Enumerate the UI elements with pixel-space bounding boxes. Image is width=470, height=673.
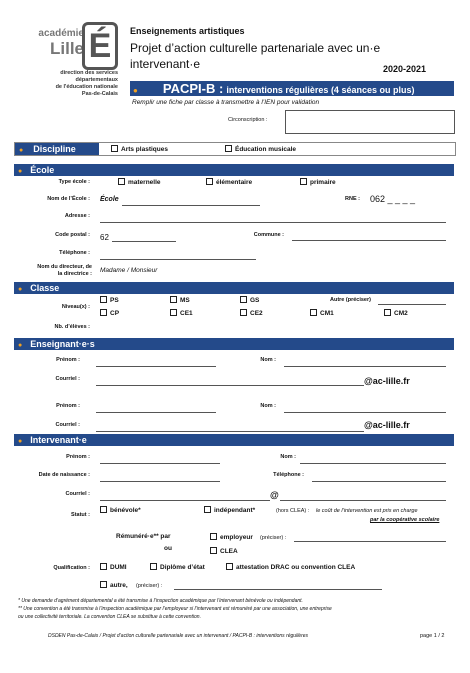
option-cm2[interactable] [384, 309, 408, 317]
option-label: CE1 [180, 310, 193, 317]
option-label: indépendant* [214, 507, 256, 514]
courriel-label: Courriel : [55, 422, 80, 428]
option-diplome-etat[interactable] [150, 563, 205, 571]
nom-field[interactable] [300, 463, 446, 464]
option-ms[interactable] [170, 296, 190, 304]
option-label: CLEA [220, 548, 238, 555]
checkbox-icon [225, 145, 232, 152]
nom-label: Nom : [260, 403, 276, 409]
qualification-label: Qualification : [53, 565, 90, 571]
directeur-value[interactable]: Madame / Monsieur [100, 267, 158, 274]
option-label: DUMI [110, 564, 127, 571]
section-enseignants [14, 338, 454, 350]
bullet-icon: ● [18, 438, 23, 445]
option-clea[interactable] [210, 547, 238, 555]
checkbox-icon [226, 563, 233, 570]
instruction: Remplir une fiche par classe à transmettre à l’IEN pour validation [132, 99, 320, 106]
prenom-label: Prénom : [56, 357, 80, 363]
cout-text: le coût de l’intervention est pris en charge [316, 508, 418, 514]
commune-label: Commune : [253, 232, 284, 238]
bullet-icon: ● [18, 342, 23, 349]
option-arts-plastiques[interactable] [111, 145, 168, 153]
option-primaire[interactable] [300, 178, 336, 186]
code-postal-label: Code postal : [55, 232, 90, 238]
courriel-domain: @ac-lille.fr [364, 376, 410, 386]
courriel-field[interactable] [96, 385, 364, 386]
banner [130, 81, 454, 96]
logo-sub-line: Pas-de-Calais [81, 91, 118, 97]
checkbox-icon [384, 309, 391, 316]
bullet-icon: ● [18, 168, 23, 175]
telephone-label: Téléphone : [59, 250, 90, 256]
section-title: École [30, 165, 55, 175]
rne-label: RNE : [345, 196, 360, 202]
adresse-field[interactable] [100, 222, 446, 223]
banner-title: PACPI-B : [162, 81, 224, 96]
logo-line1: académie [38, 28, 84, 39]
option-employeur[interactable] [210, 533, 253, 541]
nom-label: Nom : [280, 454, 296, 460]
page-title: Projet d’action culturelle partenariale avec un·e intervenant·e [130, 41, 381, 71]
courriel-domain-field[interactable] [280, 500, 446, 501]
at-sign: @ [270, 490, 279, 500]
option-label: attestation DRAC ou convention CLEA [236, 564, 356, 571]
option-ce2[interactable] [240, 309, 263, 317]
nom-field[interactable] [284, 412, 446, 413]
bullet-icon: ● [19, 147, 24, 154]
checkbox-icon [150, 563, 157, 570]
niveau-label: Niveau(x) : [61, 304, 90, 310]
option-label: CP [110, 310, 120, 317]
option-label: Arts plastiques [121, 146, 168, 153]
option-label: bénévole* [110, 507, 141, 514]
option-label: CM2 [394, 310, 408, 317]
checkbox-icon [206, 178, 213, 185]
checkbox-icon [300, 178, 307, 185]
courriel-field[interactable] [96, 431, 364, 432]
autre-preciser: (préciser) : [136, 583, 163, 589]
checkbox-icon [170, 296, 177, 303]
courriel-domain: @ac-lille.fr [364, 420, 410, 430]
circonscription-label: Circonscription : [228, 117, 268, 123]
statut-label: Statut : [71, 512, 90, 518]
option-education-musicale[interactable] [225, 145, 296, 153]
rne-value[interactable]: 062 _ _ _ _ [370, 194, 416, 204]
checkbox-icon [240, 309, 247, 316]
option-maternelle[interactable] [118, 178, 161, 186]
option-benevole[interactable] [100, 506, 141, 514]
logo-sub-line: direction des services [60, 70, 118, 76]
checkbox-icon [111, 145, 118, 152]
courriel-label: Courriel : [65, 491, 90, 497]
note-2: ** Une convention a été transmise à l’inspection académique par l’employeur si l’intervenant est rémunéré par une association, une entreprise [18, 606, 332, 612]
type-ecole-label: Type école : [58, 179, 90, 185]
checkbox-icon [310, 309, 317, 316]
option-label: élémentaire [216, 179, 253, 186]
naissance-label: Date de naissance : [38, 472, 90, 478]
checkbox-icon [210, 547, 217, 554]
nom-ecole-label: Nom de l’École : [47, 196, 90, 202]
checkbox-icon [240, 296, 247, 303]
option-label: CE2 [250, 310, 263, 317]
naissance-field[interactable] [100, 481, 220, 482]
prenom-field[interactable] [96, 412, 216, 413]
checkbox-icon [100, 581, 107, 588]
autre-field[interactable] [378, 304, 446, 305]
directeur-label-line: la directrice : [57, 271, 92, 277]
option-label: maternelle [128, 179, 161, 186]
option-elementaire[interactable] [206, 178, 252, 186]
directeur-label [14, 264, 92, 278]
option-cm1[interactable] [310, 309, 334, 317]
banner-subtitle: interventions régulières (4 séances ou plus) [226, 85, 415, 95]
logo-sub-line: de l'éducation nationale [55, 84, 118, 90]
option-label: employeur [220, 534, 253, 541]
note-1: * Une demande d’agrément départemental a été transmise à l’inspection académique par l’intervenant bénévole ou indépendant. [18, 598, 303, 604]
employeur-field[interactable] [294, 541, 446, 542]
autre-qualification-field[interactable] [174, 589, 382, 590]
option-label: Éducation musicale [235, 146, 297, 153]
option-gs[interactable] [240, 296, 259, 304]
telephone-field[interactable] [100, 259, 256, 260]
year: 2020-2021 [383, 64, 427, 74]
logo-subtitle [12, 70, 118, 98]
hors-clea-label: (hors CLEA) : [276, 508, 310, 514]
remunere-label: Rémunéré·e** par [116, 533, 171, 540]
employeur-preciser: (préciser) : [260, 535, 287, 541]
section-classe [14, 282, 454, 294]
option-label: GS [250, 297, 260, 304]
ou-label: ou [164, 545, 172, 552]
option-label: primaire [310, 179, 336, 186]
academie-logo [12, 22, 122, 122]
option-ce1[interactable] [170, 309, 193, 317]
checkbox-icon [100, 506, 107, 513]
prenom-label: Prénom : [56, 403, 80, 409]
directeur-label-line: Nom du directeur, de [37, 264, 92, 270]
logo-sub-line: départementaux [75, 77, 118, 83]
discipline-label-box [15, 143, 99, 155]
option-label: PS [110, 297, 119, 304]
section-title: Intervenant·e [30, 435, 87, 445]
checkbox-icon [204, 506, 211, 513]
discipline-title: Discipline [33, 144, 76, 154]
discipline-row [14, 142, 456, 156]
nom-label: Nom : [260, 357, 276, 363]
code-postal-line [112, 241, 176, 242]
autre-label: Autre (préciser) [330, 297, 371, 303]
courriel-label: Courriel : [55, 376, 80, 382]
bullet-icon: ● [133, 86, 138, 95]
option-attestation[interactable] [226, 563, 355, 571]
prenom-field[interactable] [96, 366, 216, 367]
courriel-user-field[interactable] [100, 500, 270, 501]
bullet-icon: ● [18, 286, 23, 293]
kicker: Enseignements artistiques [130, 26, 245, 36]
eleves-label: Nb. d’élèves : [54, 324, 90, 330]
option-label: autre, [110, 582, 128, 589]
option-label: CM1 [320, 310, 334, 317]
checkbox-icon [100, 563, 107, 570]
adresse-label: Adresse : [64, 213, 90, 219]
option-independant[interactable] [204, 506, 255, 514]
option-ps[interactable] [100, 296, 119, 304]
nom-ecole-value[interactable]: École [100, 196, 119, 203]
circonscription-field[interactable] [285, 110, 455, 134]
nom-field[interactable] [284, 366, 446, 367]
code-postal-value[interactable]: 62 [100, 233, 109, 242]
section-title: Classe [30, 283, 60, 293]
note-3: ou une collectivité territoriale. La convention CLEA se substitue à cette convention. [18, 614, 201, 620]
option-autre[interactable] [100, 581, 128, 589]
telephone-label: Téléphone : [273, 472, 304, 478]
checkbox-icon [118, 178, 125, 185]
checkbox-icon [100, 309, 107, 316]
section-title: Enseignant·e·s [30, 339, 95, 349]
footer-text: DSDEN Pas-de-Calais / Projet d’action culturelle partenariale avec un intervenant / PACPI-B : interventions régulières [48, 633, 309, 639]
checkbox-icon [100, 296, 107, 303]
nom-ecole-line [122, 205, 260, 206]
prenom-field[interactable] [100, 463, 220, 464]
logo-letter: É [82, 22, 118, 70]
option-cp[interactable] [100, 309, 119, 317]
option-label: MS [180, 297, 190, 304]
section-intervenant [14, 434, 454, 446]
page-number: page 1 / 2 [420, 633, 445, 639]
logo-line2: Lille [49, 39, 84, 58]
option-label: Diplôme d’état [160, 564, 205, 571]
section-ecole [14, 164, 454, 176]
checkbox-icon [210, 533, 217, 540]
prenom-label: Prénom : [66, 454, 90, 460]
checkbox-icon [170, 309, 177, 316]
telephone-field[interactable] [312, 481, 446, 482]
cooperative-text: par la coopérative scolaire [370, 517, 440, 523]
option-dumi[interactable] [100, 563, 127, 571]
commune-field[interactable] [292, 240, 446, 241]
